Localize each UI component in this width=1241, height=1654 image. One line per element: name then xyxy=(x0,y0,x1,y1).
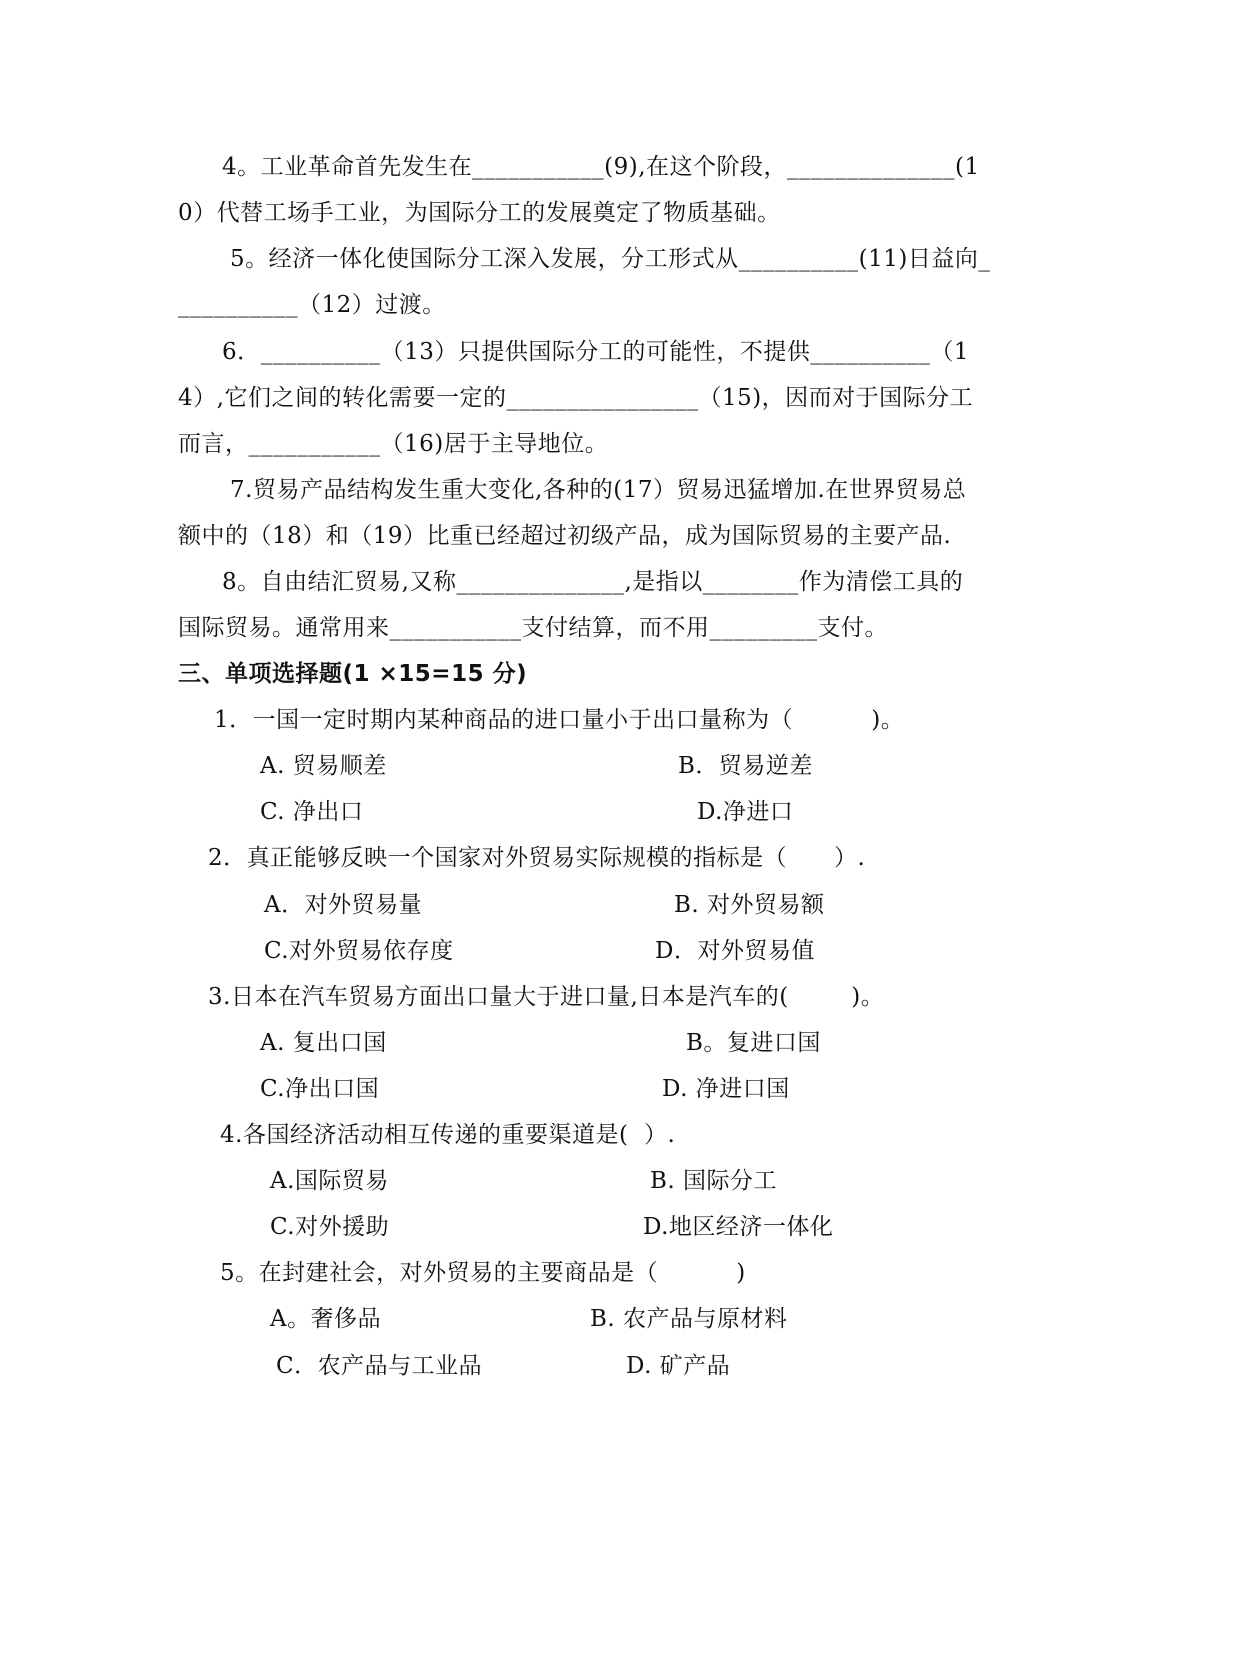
choice-q3-option-b: B。复进口国 xyxy=(686,1030,821,1056)
choice-q4-stem: 4.各国经济活动相互传递的重要渠道是( ）. xyxy=(220,1122,676,1148)
blank-q5-line2: __________（12）过渡。 xyxy=(178,292,446,318)
choice-q2-stem: 2．真正能够反映一个国家对外贸易实际规模的指标是（ ）. xyxy=(208,845,866,871)
blank-q6-line2: 4）,它们之间的转化需要一定的________________（15)，因而对于国际分工 xyxy=(178,385,974,411)
choice-q3-option-a: A. 复出口国 xyxy=(260,1030,387,1056)
choice-q5-option-c: C．农产品与工业品 xyxy=(276,1353,483,1379)
blank-q7-line1: 7.贸易产品结构发生重大变化,各种的(17）贸易迅猛增加.在世界贸易总 xyxy=(230,477,967,503)
choice-q4-option-d: D.地区经济一体化 xyxy=(643,1214,834,1240)
choice-q2-option-a: A．对外贸易量 xyxy=(264,892,423,918)
choice-q5-option-a: A。奢侈品 xyxy=(270,1306,382,1332)
blank-q4-line2: 0）代替工场手工业，为国际分工的发展奠定了物质基础。 xyxy=(178,200,781,226)
choice-q1-option-c: C. 净出口 xyxy=(260,799,364,825)
choice-q2-option-c: C.对外贸易依存度 xyxy=(264,938,454,964)
blank-q4-line1: 4。工业革命首先发生在___________(9),在这个阶段，______________(1 xyxy=(222,154,980,180)
blank-q8-line1: 8。自由结汇贸易,又称______________,是指以________作为清偿工具的 xyxy=(222,569,964,595)
choice-q1-option-b: B．贸易逆差 xyxy=(678,753,813,779)
choice-q4-option-c: C.对外援助 xyxy=(270,1214,390,1240)
blank-q8-line2: 国际贸易。通常用来___________支付结算，而不用_________支付。 xyxy=(178,615,888,641)
choice-q1-option-d: D.净进口 xyxy=(697,799,794,825)
section-heading: 三、单项选择题(1 ×15=15 分) xyxy=(178,661,528,687)
blank-q6-line1: 6．__________（13）只提供国际分工的可能性，不提供__________（1 xyxy=(222,339,970,365)
blank-q7-line2: 额中的（18）和（19）比重已经超过初级产品，成为国际贸易的主要产品. xyxy=(178,523,952,549)
blank-q6-line3: 而言，___________（16)居于主导地位。 xyxy=(178,431,609,457)
choice-q1-option-a: A. 贸易顺差 xyxy=(260,753,387,779)
choice-q2-option-d: D．对外贸易值 xyxy=(655,938,815,964)
choice-q2-option-b: B. 对外贸易额 xyxy=(674,892,825,918)
choice-q4-option-a: A.国际贸易 xyxy=(270,1168,389,1194)
choice-q3-option-c: C.净出口国 xyxy=(260,1076,380,1102)
choice-q3-stem: 3.日本在汽车贸易方面出口量大于进口量,日本是汽车的( )。 xyxy=(208,984,885,1010)
choice-q1-stem: 1．一国一定时期内某种商品的进口量小于出口量称为（ )。 xyxy=(214,707,905,733)
choice-q3-option-d: D. 净进口国 xyxy=(662,1076,790,1102)
choice-q5-stem: 5。在封建社会，对外贸易的主要商品是（ ) xyxy=(220,1260,746,1286)
choice-q5-option-d: D. 矿产品 xyxy=(626,1353,731,1379)
blank-q5-line1: 5。经济一体化使国际分工深入发展，分工形式从__________(11)日益向_ xyxy=(230,246,991,272)
choice-q5-option-b: B. 农产品与原材料 xyxy=(590,1306,788,1332)
choice-q4-option-b: B. 国际分工 xyxy=(650,1168,778,1194)
